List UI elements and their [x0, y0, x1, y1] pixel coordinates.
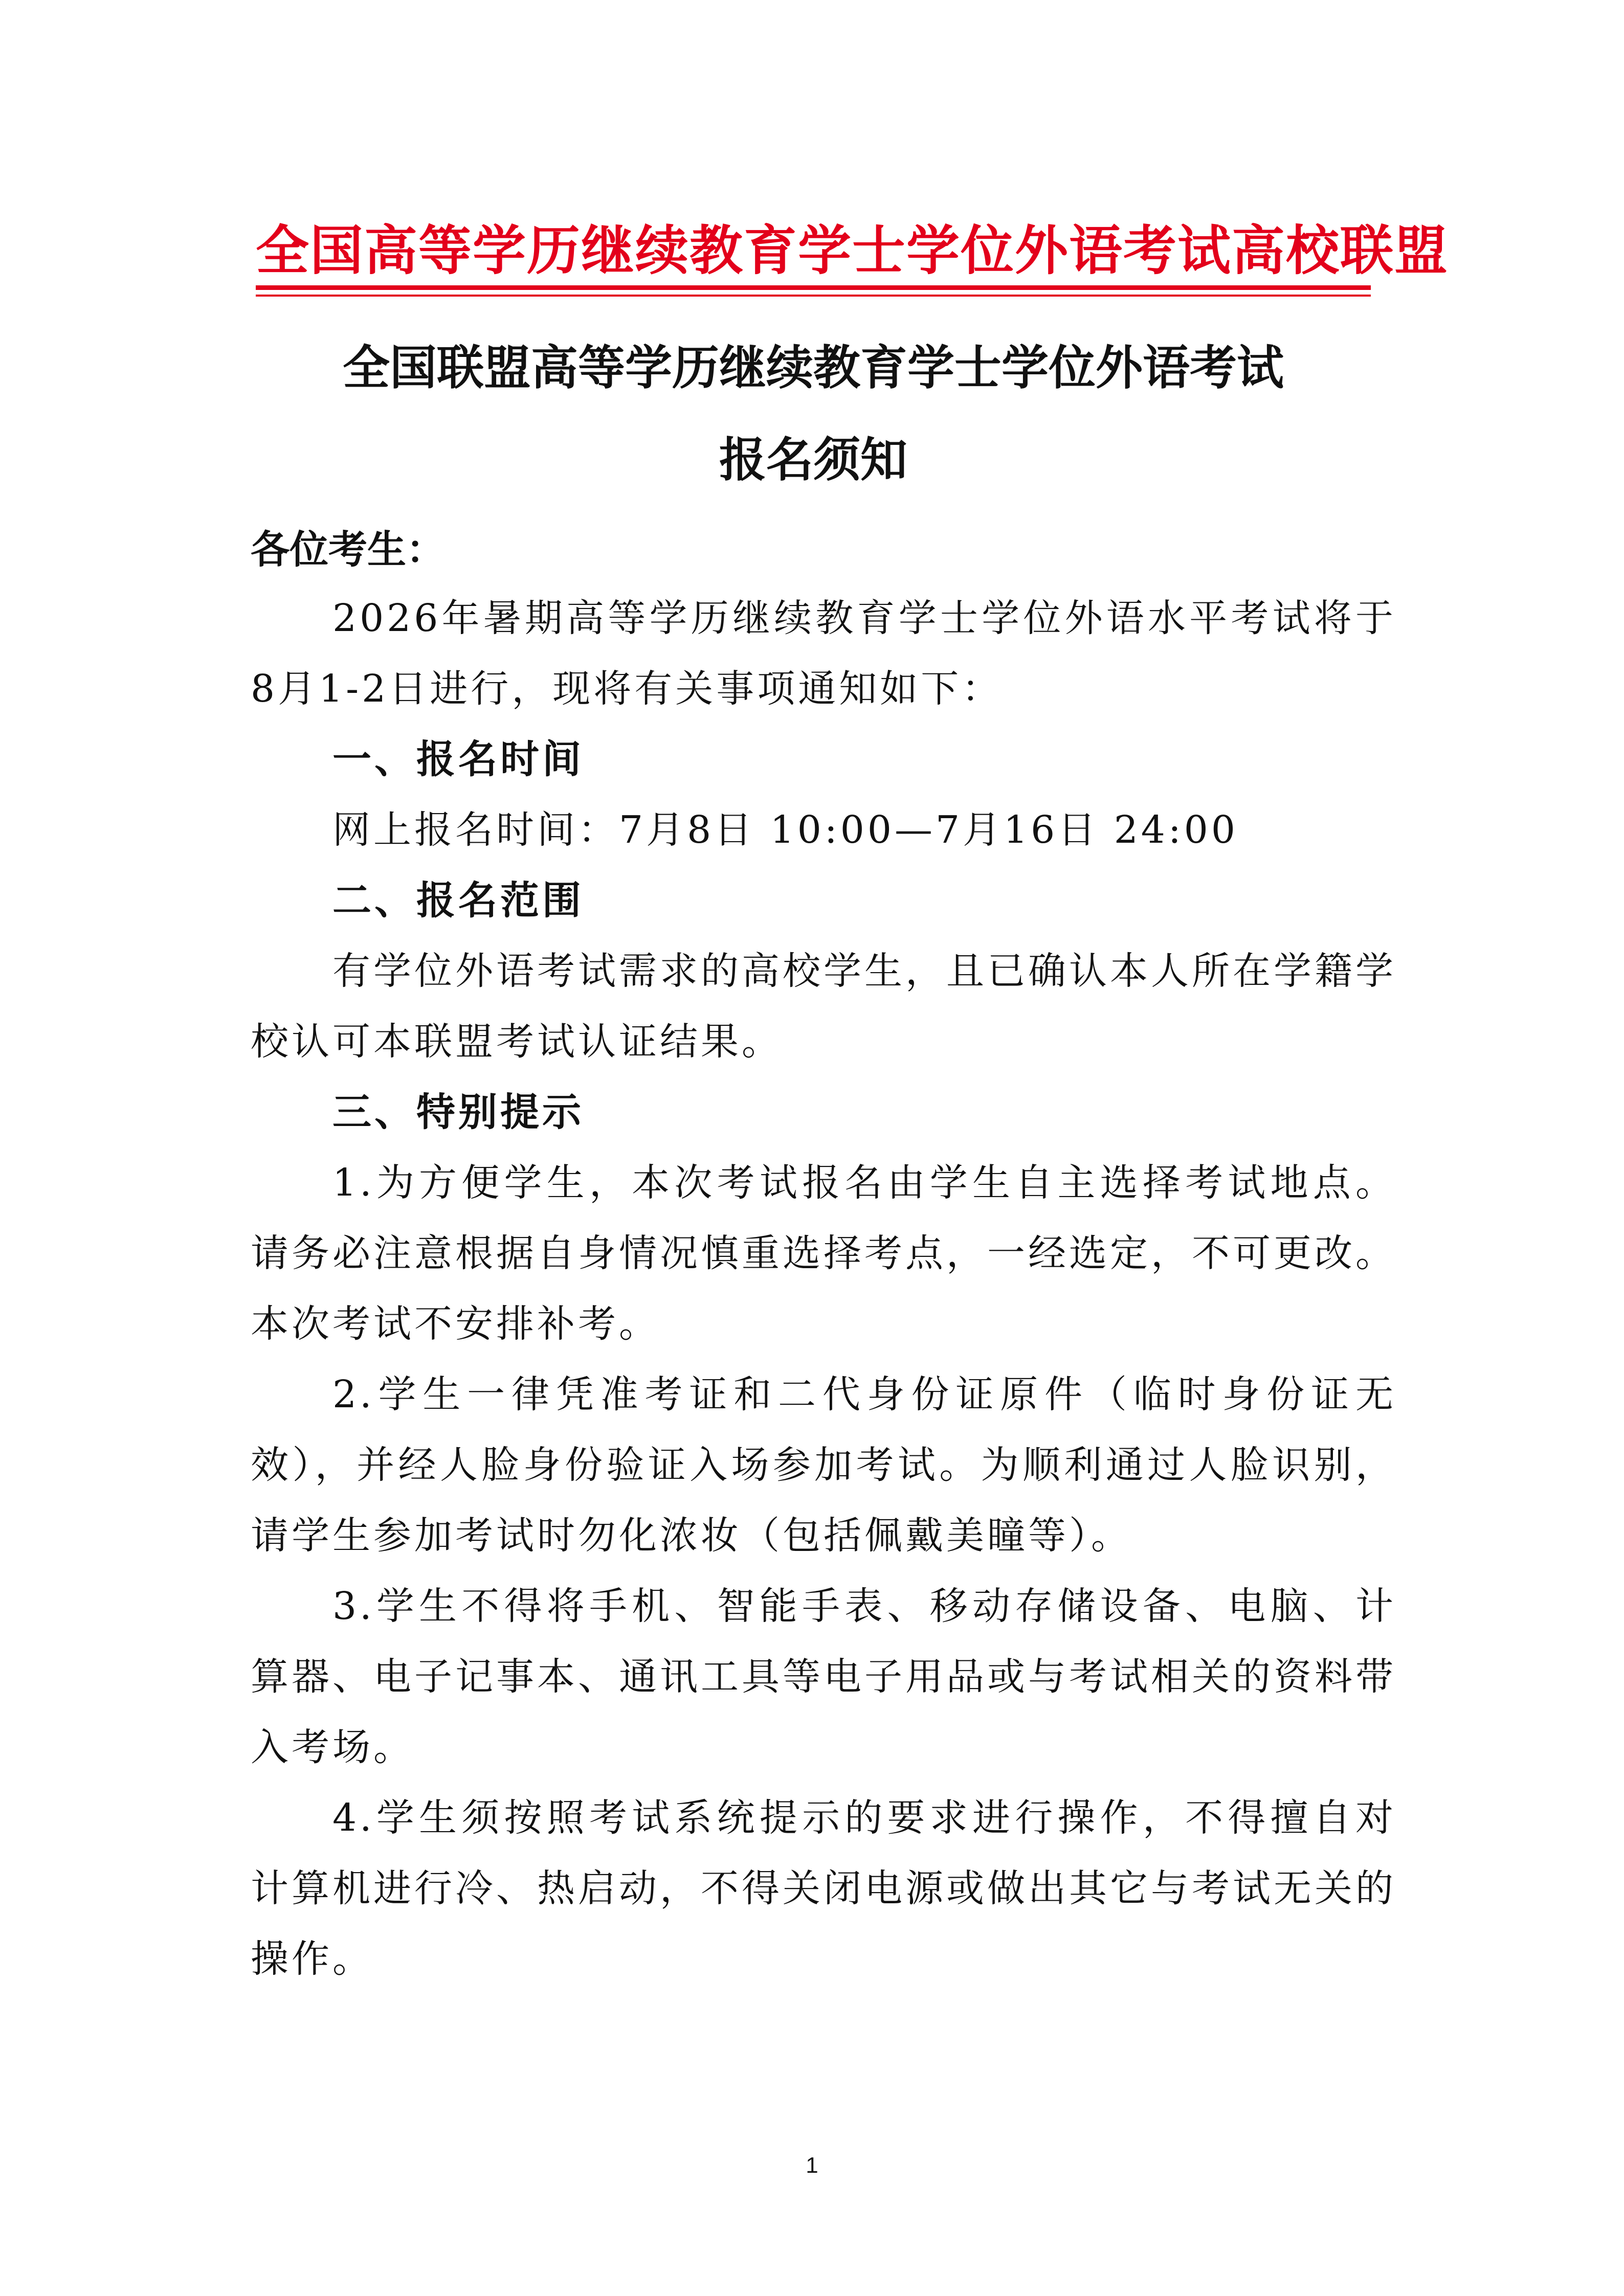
registration-time-paragraph: 网上报名时间：7月8日 10:00—7月16日 24:00	[332, 808, 1238, 852]
document-body	[251, 583, 1396, 1994]
letterhead-org-name: 全国高等学历继续教育学士学位外语考试高校联盟	[256, 219, 1449, 282]
section-heading-registration-scope: 二、报名范围	[332, 877, 584, 923]
intro-paragraph: 2026年暑期高等学历继续教育学士学位外语水平考试将于8月1-2日进行，现将有关事项通知如下：	[251, 596, 1396, 711]
salutation: 各位考生：	[251, 527, 445, 572]
special-note-3: 3.学生不得将手机、智能手表、移动存储设备、电脑、计算器、电子记事本、通讯工具等电子用品或与考试相关的资料带入考场。	[251, 1584, 1396, 1769]
letterhead-rule-thin	[256, 295, 1371, 297]
section-heading-registration-time: 一、报名时间	[332, 736, 584, 782]
special-note-2: 2.学生一律凭准考证和二代身份证原件（临时身份证无效），并经人脸身份验证入场参加考试。为顺利通过人脸识别，请学生参加考试时勿化浓妆（包括佩戴美瞳等）。	[251, 1372, 1396, 1558]
document-title-line1: 全国联盟高等学历继续教育学士学位外语考试	[342, 341, 1284, 395]
special-note-4: 4.学生须按照考试系统提示的要求进行操作，不得擅自对计算机进行冷、热启动，不得关闭电源或做出其它与考试无关的操作。	[251, 1796, 1396, 1981]
section-heading-special-notes: 三、特别提示	[332, 1089, 584, 1135]
special-note-1: 1.为方便学生，本次考试报名由学生自主选择考试地点。请务必注意根据自身情况慎重选择考点，一经选定，不可更改。本次考试不安排补考。	[251, 1161, 1396, 1346]
document-title-line2: 报名须知	[719, 433, 907, 487]
letterhead-rule-thick	[256, 285, 1371, 290]
registration-scope-paragraph: 有学位外语考试需求的高校学生，且已确认本人所在学籍学校认可本联盟考试认证结果。	[251, 949, 1396, 1064]
page-number: 1	[806, 2153, 818, 2178]
